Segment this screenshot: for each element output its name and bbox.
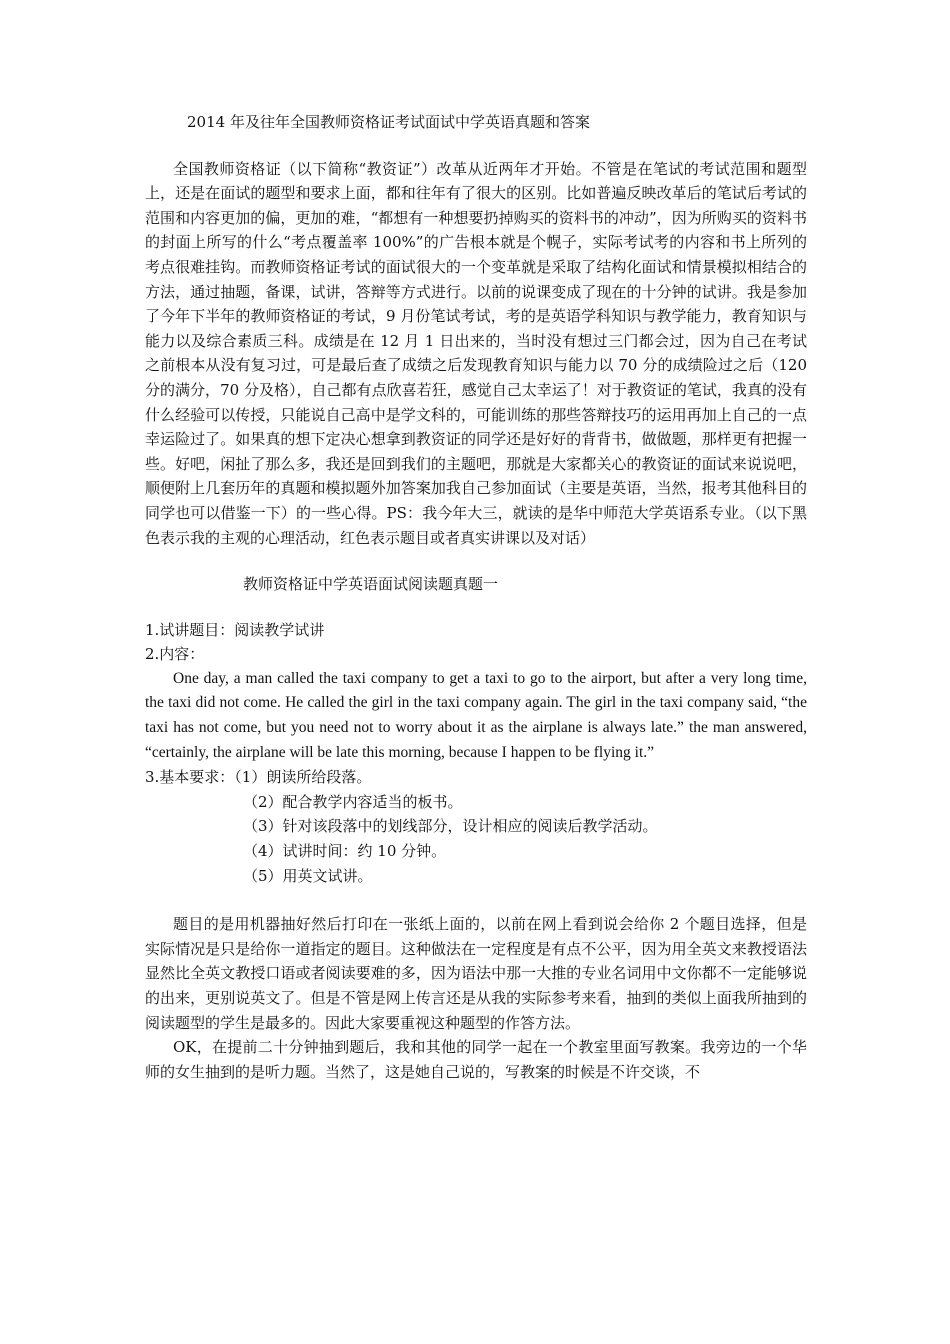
requirement-4: （4）试讲时间：约 10 分钟。	[243, 842, 447, 861]
english-passage: One day, a man called the taxi company to get a taxi to go to the airport, but after a very long time, the taxi did not come. He called the girl in the taxi company again. The girl in the taxi company said, “the taxi has not come, but you need not to worry about it as the airplane is always late.” the man answered, “certainly, the airplane will be late this morning, because I happen to be flying it.”	[145, 669, 807, 761]
item-topic: 1.试讲题目：阅读教学试讲	[145, 620, 325, 639]
section-subtitle: 教师资格证中学英语面试阅读题真题一	[243, 575, 499, 594]
requirement-5: （5）用英文试讲。	[243, 866, 373, 885]
requirement-3: （3）针对该段落中的划线部分，设计相应的阅读后教学活动。	[243, 817, 658, 836]
spacer	[145, 888, 807, 912]
paragraph-3: OK，在提前二十分钟抽到题后，我和其他的同学一起在一个教室里面写教案。我旁边的一个华师的女生抽到的是听力题。当然了，这是她自己说的，写教案的时候是不许交谈，不	[145, 1038, 807, 1081]
paragraph-2: 题目的是用机器抽好然后打印在一张纸上面的，以前在网上看到说会给你 2 个题目选择，但是实际情况是只是给你一道指定的题目。这种做法在一定程度是有点不公平，因为用全英文来教授语法显然比全英文教授口语或者阅读要难的多，因为语法中那一大推的专业名词用中文你都不一定能够说的出来，更别说英文了。但是不管是网上传言还是从我的实际参考来看，抽到的类似上面我所抽到的阅读题型的学生是最多的。因此大家要重视这种题型的作答方法。	[145, 915, 807, 1032]
intro-paragraph: 全国教师资格证（以下简称“教资证”）改革从近两年才开始。不管是在笔试的考试范围和题型上，还是在面试的题型和要求上面，都和往年有了很大的区别。比如普遍反映改革后的笔试后考试的范围和内容更加的偏，更加的难，“都想有一种想要扔掉购买的资料书的冲动”，因为所购买的资料书的封面上所写的什么“考点覆盖率 100%”的广告根本就是个幌子，实际考试考的内容和书上所列的考点很难挂钩。而教师资格证考试的面试很大的一个变革就是采取了结构化面试和情景模拟相结合的方法，通过抽题，备课，试讲，答辩等方式进行。以前的说课变成了现在的十分钟的试讲。我是参加了今年下半年的教师资格证的考试，9 月份笔试考试，考的是英语学科知识与教学能力，教育知识与能力以及综合素质三科。成绩是在 12 月 1 日出来的，当时没有想过三门都会过，因为自己在考试之前根本从没有复习过，可是最后查了成绩之后发现教育知识与能力以 70 分的成绩险过之后（120 分的满分，70 分及格），自己都有点欣喜若狂，感觉自己太幸运了！对于教资证的笔试，我真的没有什么经验可以传授，只能说自己高中是学文科的，可能训练的那些答辩技巧的运用再加上自己的一点幸运险过了。如果真的想下定决心想拿到教资证的同学还是好好的背背书，做做题，那样更有把握一些。好吧，闲扯了那么多，我还是回到我们的主题吧，那就是大家都关心的教资证的面试来说说吧，顺便附上几套历年的真题和模拟题外加答案加我自己参加面试（主要是英语，当然，报考其他科目的同学也可以借鉴一下）的一些心得。PS：我今年大三，就读的是华中师范大学英语系专业。（以下黑色表示我的主观的心理活动，红色表示题目或者真实讲课以及对话）	[145, 159, 807, 547]
item-requirements: 3.基本要求：（1）朗读所给段落。	[145, 768, 372, 787]
document-page	[145, 110, 807, 1084]
item-content: 2.内容：	[145, 645, 205, 664]
document-title: 2014 年及往年全国教师资格证考试面试中学英语真题和答案	[187, 113, 590, 131]
requirement-2: （2）配合教学内容适当的板书。	[243, 792, 463, 811]
